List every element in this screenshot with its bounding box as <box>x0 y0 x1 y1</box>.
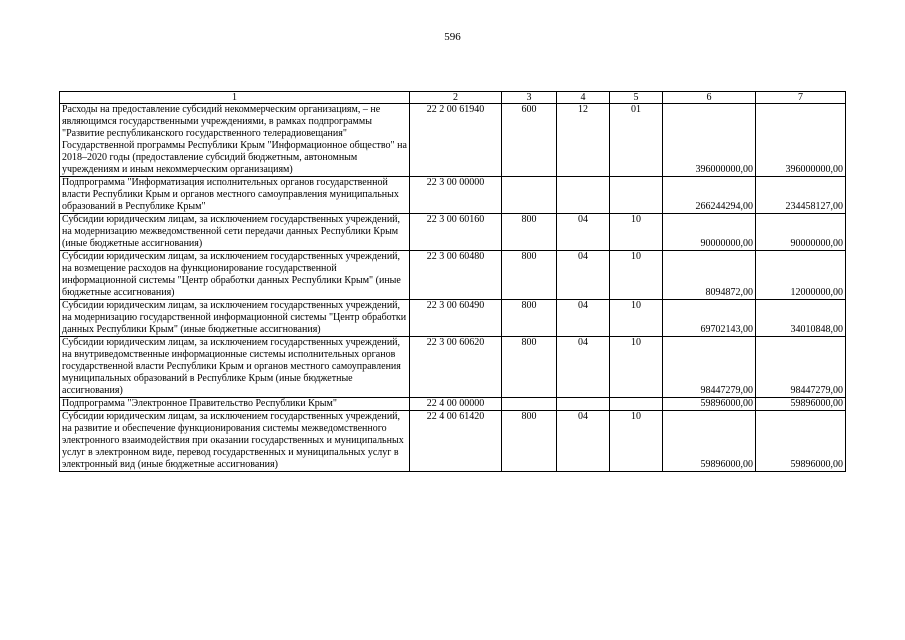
row-column-5: 10 <box>610 300 663 337</box>
row-column-5: 10 <box>610 251 663 300</box>
header-cell: 4 <box>557 92 610 104</box>
row-amount-6: 69702143,00 <box>663 300 756 337</box>
table-row <box>60 300 846 337</box>
row-amount-6: 266244294,00 <box>663 177 756 214</box>
header-cell: 1 <box>60 92 410 104</box>
row-amount-7: 59896000,00 <box>756 398 846 411</box>
row-description: Субсидии юридическим лицам, за исключением государственных учреждений, на внутриведомственные информационные системы исполнительных органов государственной власти Республики Крым и органов местного самоуправления муниципальных образований в Республике Крым (иные бюджетные ассигнования) <box>60 337 410 398</box>
table-row <box>60 337 846 398</box>
row-column-4: 04 <box>557 337 610 398</box>
row-description: Подпрограмма "Информатизация исполнительных органов государственной власти Республики Крым и органов местного самоуправления муниципальных образований в Республике Крым" <box>60 177 410 214</box>
row-column-4: 04 <box>557 300 610 337</box>
row-amount-7: 234458127,00 <box>756 177 846 214</box>
row-description: Субсидии юридическим лицам, за исключением государственных учреждений, на возмещение расходов на функционирование государственной информационной системы "Центр обработки данных Республики Крым" (иные бюджетные ассигнования) <box>60 251 410 300</box>
row-column-3: 800 <box>502 337 557 398</box>
row-amount-7: 90000000,00 <box>756 214 846 251</box>
row-amount-6: 396000000,00 <box>663 104 756 177</box>
row-target-code: 22 3 00 60620 <box>410 337 502 398</box>
table-row <box>60 398 846 411</box>
row-column-3: 600 <box>502 104 557 177</box>
row-column-5: 10 <box>610 337 663 398</box>
row-description: Расходы на предоставление субсидий некоммерческим организациям, – не являющимся государственными учреждениями, в рамках подпрограммы "Развитие республиканского государственного телерадиовещания" Государственной программы Республики Крым "Информационное общество" на 2018–2020 годы (предоставление субсидий бюджетным, автономным учреждениям и иным некоммерческим организациям) <box>60 104 410 177</box>
row-target-code: 22 4 00 00000 <box>410 398 502 411</box>
row-column-3: 800 <box>502 411 557 472</box>
header-cell: 5 <box>610 92 663 104</box>
row-column-4: 04 <box>557 214 610 251</box>
row-amount-6: 59896000,00 <box>663 398 756 411</box>
row-target-code: 22 3 00 00000 <box>410 177 502 214</box>
row-description: Субсидии юридическим лицам, за исключением государственных учреждений, на развитие и обеспечение функционирования системы межведомственного электронного взаимодействия при оказании государственных и муниципальных услуг в электронном виде, перевод государственных и муниципальных услуг в электронный вид (иные бюджетные ассигнования) <box>60 411 410 472</box>
row-amount-7: 34010848,00 <box>756 300 846 337</box>
row-column-3 <box>502 398 557 411</box>
row-column-5 <box>610 398 663 411</box>
page-number: 596 <box>444 31 461 43</box>
row-amount-6: 98447279,00 <box>663 337 756 398</box>
row-column-5: 10 <box>610 411 663 472</box>
row-amount-7: 59896000,00 <box>756 411 846 472</box>
row-target-code: 22 3 00 60160 <box>410 214 502 251</box>
table-row <box>60 411 846 472</box>
row-column-5: 01 <box>610 104 663 177</box>
row-column-3: 800 <box>502 251 557 300</box>
row-column-4: 04 <box>557 411 610 472</box>
table-row <box>60 251 846 300</box>
row-column-4 <box>557 398 610 411</box>
row-description: Субсидии юридическим лицам, за исключением государственных учреждений, на модернизацию межведомственной сети передачи данных Республики Крым (иные бюджетные ассигнования) <box>60 214 410 251</box>
row-column-3: 800 <box>502 300 557 337</box>
table-row <box>60 214 846 251</box>
table-row <box>60 104 846 177</box>
row-column-3 <box>502 177 557 214</box>
row-column-4 <box>557 177 610 214</box>
row-amount-7: 12000000,00 <box>756 251 846 300</box>
row-column-5 <box>610 177 663 214</box>
budget-table <box>59 91 846 472</box>
header-cell: 2 <box>410 92 502 104</box>
row-target-code: 22 2 00 61940 <box>410 104 502 177</box>
row-amount-6: 90000000,00 <box>663 214 756 251</box>
row-amount-6: 59896000,00 <box>663 411 756 472</box>
row-amount-7: 98447279,00 <box>756 337 846 398</box>
row-column-4: 12 <box>557 104 610 177</box>
row-description: Субсидии юридическим лицам, за исключением государственных учреждений, на модернизацию государственной информационной системы "Центр обработки данных Республики Крым" (иные бюджетные ассигнования) <box>60 300 410 337</box>
table-header-row <box>60 92 846 104</box>
header-cell: 6 <box>663 92 756 104</box>
row-column-5: 10 <box>610 214 663 251</box>
header-cell: 7 <box>756 92 846 104</box>
row-description: Подпрограмма "Электронное Правительство Республики Крым" <box>60 398 410 411</box>
table-row <box>60 177 846 214</box>
row-column-4: 04 <box>557 251 610 300</box>
row-amount-6: 8094872,00 <box>663 251 756 300</box>
row-column-3: 800 <box>502 214 557 251</box>
row-target-code: 22 4 00 61420 <box>410 411 502 472</box>
row-target-code: 22 3 00 60480 <box>410 251 502 300</box>
row-amount-7: 396000000,00 <box>756 104 846 177</box>
header-cell: 3 <box>502 92 557 104</box>
row-target-code: 22 3 00 60490 <box>410 300 502 337</box>
